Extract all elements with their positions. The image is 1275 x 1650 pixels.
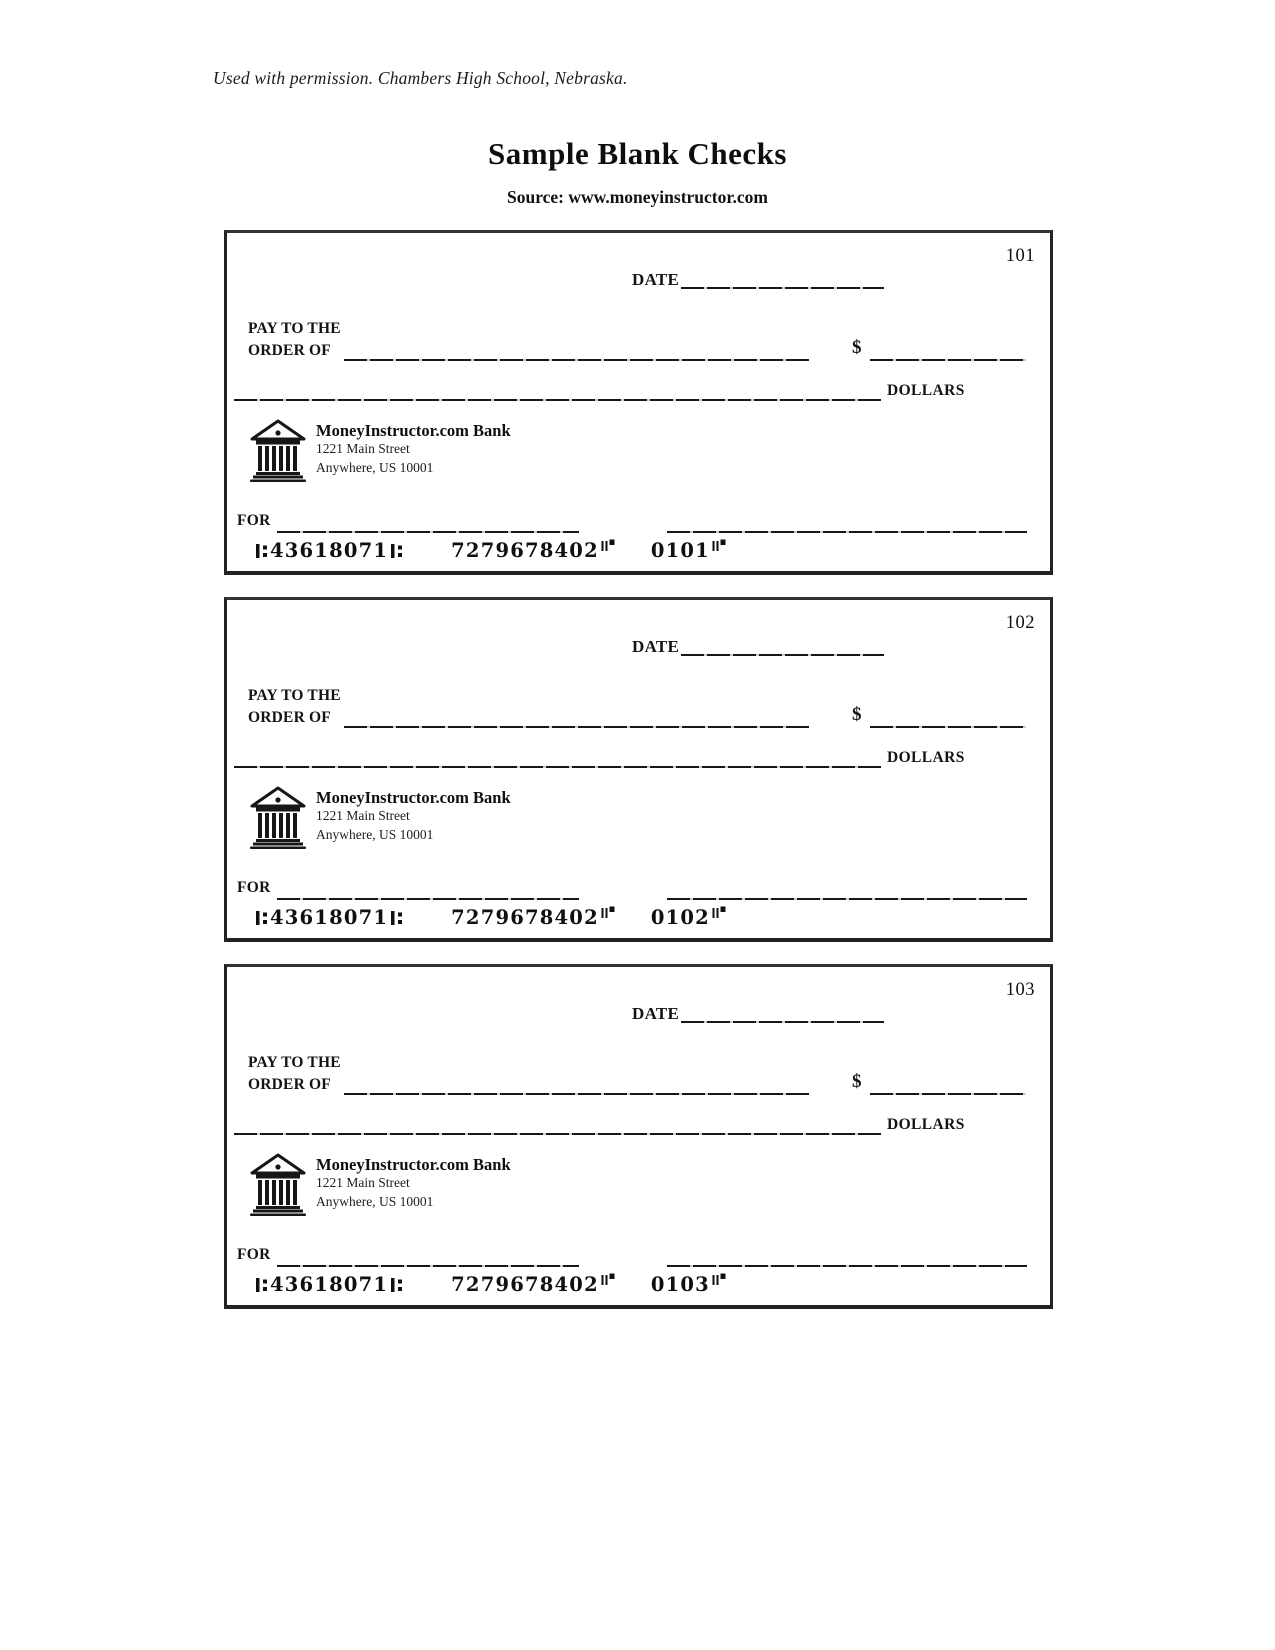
micr-account-number: 7279678402: [451, 1273, 599, 1296]
check: [224, 230, 1053, 575]
dollar-sign-label: $: [852, 704, 862, 725]
date-field-line[interactable]: [681, 1021, 884, 1023]
bank-address-line2: Anywhere, US 10001: [316, 826, 434, 842]
bank-name: MoneyInstructor.com Bank: [316, 421, 511, 440]
date-label: DATE: [632, 270, 680, 289]
date-row: [632, 1004, 884, 1024]
check-number: 103: [1005, 980, 1035, 1000]
micr-check-number: 0103: [650, 1273, 710, 1296]
signature-field-line[interactable]: [667, 898, 1027, 900]
order-of-label: ORDER OF: [248, 1076, 331, 1093]
micr-transit-icon: [255, 541, 268, 561]
bank-address-line1: 1221 Main Street: [316, 441, 410, 456]
micr-line: [255, 1273, 726, 1296]
amount-field-line[interactable]: [870, 1093, 1026, 1095]
micr-line: [255, 539, 726, 562]
signature-field-line[interactable]: [667, 1265, 1027, 1267]
micr-routing-number: 43618071: [270, 1273, 389, 1296]
bank-info: [316, 786, 511, 850]
date-label: DATE: [632, 637, 680, 656]
bank-info: [316, 419, 511, 483]
page-title: Sample Blank Checks: [488, 136, 787, 171]
pay-to-the-label: PAY TO THE: [248, 320, 341, 337]
bank-block: [249, 1153, 511, 1217]
micr-account-number: 7279678402: [451, 539, 599, 562]
date-field-line[interactable]: [681, 654, 884, 656]
bank-name: MoneyInstructor.com Bank: [316, 1155, 511, 1174]
memo-field-line[interactable]: [277, 531, 579, 533]
written-amount-field-line[interactable]: [234, 1133, 881, 1135]
micr-onus-icon: [601, 1273, 615, 1286]
written-amount-field-line[interactable]: [234, 399, 881, 401]
micr-transit-icon: [390, 908, 403, 928]
micr-onus-icon: [601, 906, 615, 919]
micr-account-number: 7279678402: [451, 906, 599, 929]
pay-to-the-label: PAY TO THE: [248, 687, 341, 704]
bank-name: MoneyInstructor.com Bank: [316, 788, 511, 807]
check-number: 101: [1005, 246, 1035, 266]
amount-field-line[interactable]: [870, 726, 1026, 728]
micr-routing-number: 43618071: [270, 539, 389, 562]
checks-container: [224, 230, 1053, 1331]
order-of-label: ORDER OF: [248, 709, 331, 726]
date-row: [632, 270, 884, 290]
bank-building-icon: [249, 786, 307, 850]
bank-address-line2: Anywhere, US 10001: [316, 459, 434, 475]
memo-label: FOR: [237, 512, 271, 529]
dollars-label: DOLLARS: [887, 382, 965, 399]
bank-block: [249, 419, 511, 483]
dollars-label: DOLLARS: [887, 1116, 965, 1133]
micr-onus-icon: [601, 539, 615, 552]
memo-label: FOR: [237, 1246, 271, 1263]
payee-field-line[interactable]: [344, 359, 809, 361]
check: [224, 597, 1053, 942]
payee-field-line[interactable]: [344, 1093, 809, 1095]
bank-address-line1: 1221 Main Street: [316, 1175, 410, 1190]
micr-transit-icon: [390, 1275, 403, 1295]
bank-building-icon: [249, 1153, 307, 1217]
micr-onus-icon: [712, 906, 726, 919]
bank-address-line2: Anywhere, US 10001: [316, 1193, 434, 1209]
signature-field-line[interactable]: [667, 531, 1027, 533]
written-amount-field-line[interactable]: [234, 766, 881, 768]
micr-transit-icon: [255, 908, 268, 928]
date-field-line[interactable]: [681, 287, 884, 289]
dollar-sign-label: $: [852, 1071, 862, 1092]
micr-check-number: 0101: [650, 539, 710, 562]
date-label: DATE: [632, 1004, 680, 1023]
check: [224, 964, 1053, 1309]
micr-onus-icon: [712, 539, 726, 552]
bank-building-icon: [249, 419, 307, 483]
order-of-label: ORDER OF: [248, 342, 331, 359]
check-number: 102: [1005, 613, 1035, 633]
memo-label: FOR: [237, 879, 271, 896]
payee-field-line[interactable]: [344, 726, 809, 728]
micr-routing-number: 43618071: [270, 906, 389, 929]
memo-field-line[interactable]: [277, 898, 579, 900]
micr-onus-icon: [712, 1273, 726, 1286]
micr-transit-icon: [255, 1275, 268, 1295]
bank-block: [249, 786, 511, 850]
micr-check-number: 0102: [650, 906, 710, 929]
bank-info: [316, 1153, 511, 1217]
dollars-label: DOLLARS: [887, 749, 965, 766]
date-row: [632, 637, 884, 657]
pay-to-the-label: PAY TO THE: [248, 1054, 341, 1071]
amount-field-line[interactable]: [870, 359, 1026, 361]
micr-transit-icon: [390, 541, 403, 561]
dollar-sign-label: $: [852, 337, 862, 358]
memo-field-line[interactable]: [277, 1265, 579, 1267]
bank-address-line1: 1221 Main Street: [316, 808, 410, 823]
permission-note: Used with permission. Chambers High School, Nebraska.: [213, 68, 628, 88]
micr-line: [255, 906, 726, 929]
source-line: Source: www.moneyinstructor.com: [506, 187, 768, 207]
